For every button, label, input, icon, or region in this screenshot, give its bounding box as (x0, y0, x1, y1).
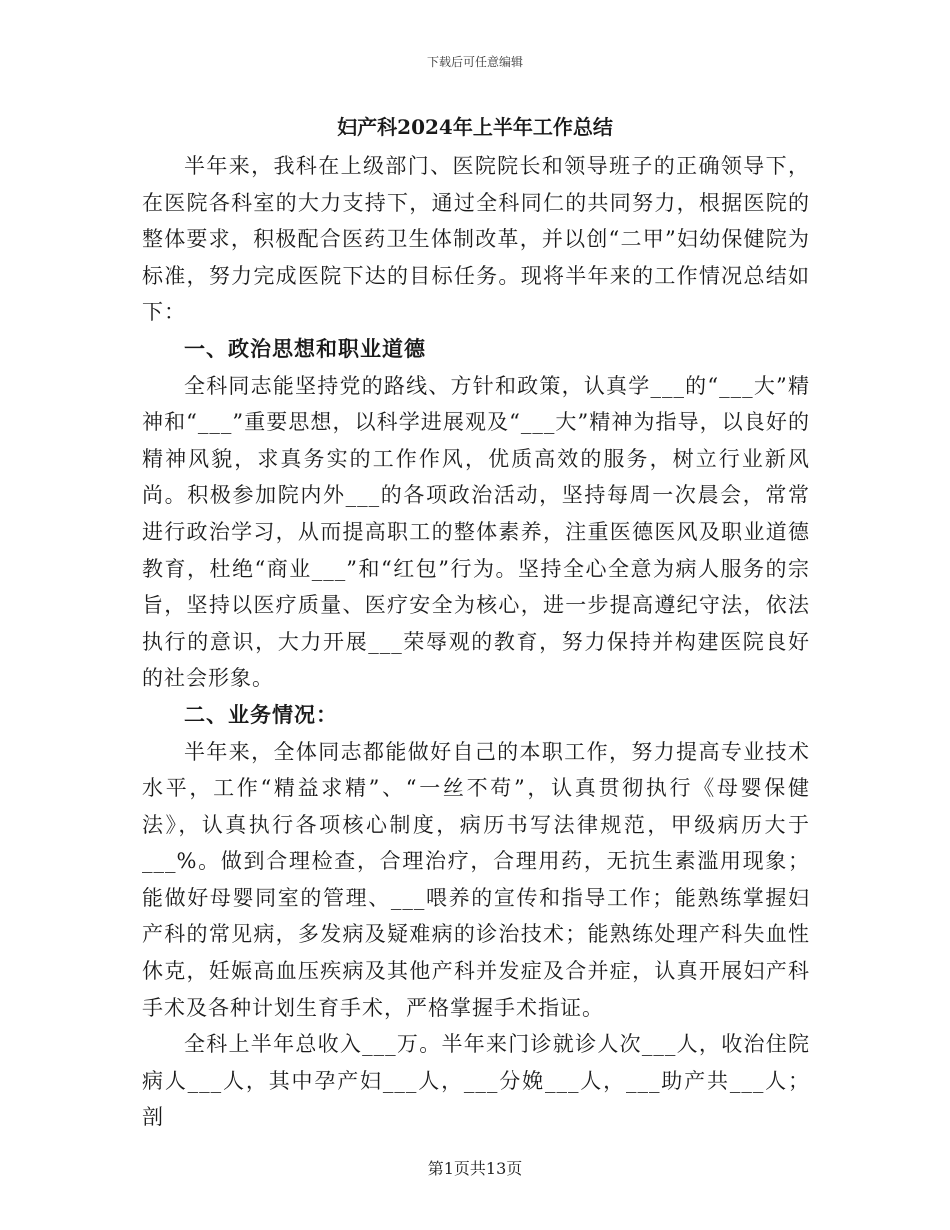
page-number: 第1页共13页 (427, 1159, 523, 1178)
section-2-paragraph-2: 全科上半年总收入___万。半年来门诊就诊人次___人，收治住院病人___人，其中孕产妇___人，___分娩___人，___助产共___人；剖 (142, 1032, 810, 1130)
document-title: 妇产科2024年上半年工作总结 (337, 115, 613, 139)
section-1-paragraph: 全科同志能坚持党的路线、方针和政策，认真学___的“___大”精神和“___”重要思想，以科学进展观及“___大”精神为指导，以良好的精神风貌，求真务实的工作作风，优质高效的服务，树立行业新风尚。积极参加院内外___的各项政治活动，坚持每周一次晨会，常常进行政治学习，从而提高职工的整体素养，注重医德医风及职业道德教育，杜绝“商业___”和“红包”行为。坚持全心全意为病人服务的宗旨，坚持以医疗质量、医疗安全为核心，进一步提高遵纪守法，依法执行的意识，大力开展___荣辱观的教育，努力保持并构建医院良好的社会形象。 (142, 373, 810, 691)
section-2-paragraph-1: 半年来，全体同志都能做好自己的本职工作，努力提高专业技术水平，工作“精益求精”、“一丝不苟”，认真贯彻执行《母婴保健法》，认真执行各项核心制度，病历书写法律规范，甲级病历大于___%。做到合理检查，合理治疗，合理用药，无抗生素滥用现象；能做好母婴同室的管理、___喂养的宣传和指导工作；能熟练掌握妇产科的常见病，多发病及疑难病的诊治技术；能熟练处理产科失血性休克，妊娠高血压疾病及其他产科并发症及合并症，认真开展妇产科手术及各种计划生育手术，严格掌握手术指证。 (142, 739, 810, 1020)
section-1-heading: 一、政治思想和职业道德 (184, 335, 426, 361)
document-body (142, 148, 810, 1130)
intro-paragraph: 半年来，我科在上级部门、医院院长和领导班子的正确领导下，在医院各科室的大力支持下，通过全科同仁的共同努力，根据医院的整体要求，积极配合医药卫生体制改革，并以创“二甲”妇幼保健院为标准，努力完成医院下达的目标任务。现将半年来的工作情况总结如下： (142, 154, 810, 325)
header-note: 下载后可任意编辑 (426, 55, 523, 69)
section-2-heading: 二、业务情况： (184, 701, 338, 727)
